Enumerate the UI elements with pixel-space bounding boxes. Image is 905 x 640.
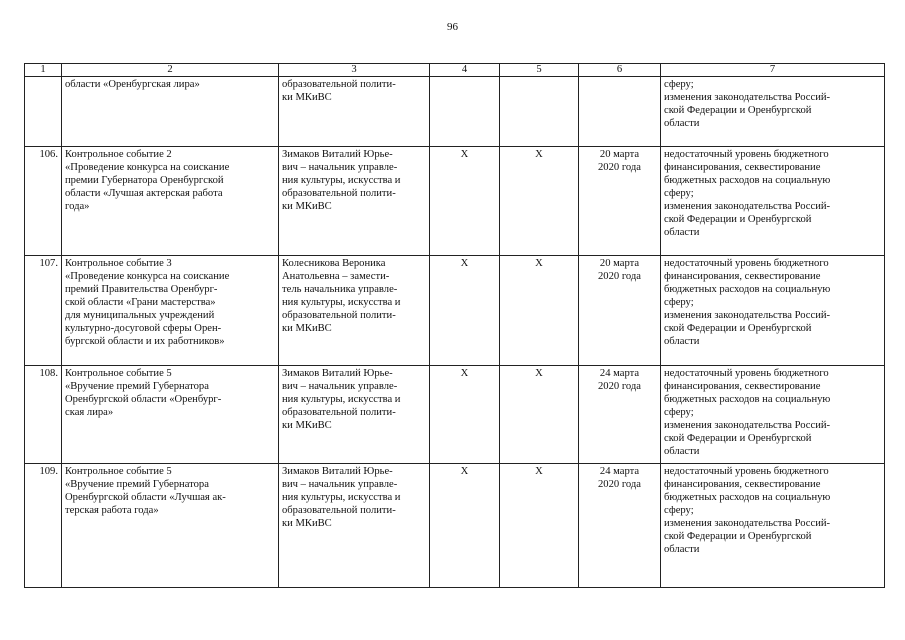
responsible-line: вич – начальник управле- [282,162,398,173]
risks-line: финансирования, секвестирование [664,162,821,173]
risks-line: бюджетных расходов на социальную [664,394,831,405]
event-cell [62,366,279,464]
event-line: премии Губернатора Оренбургской [65,175,224,186]
column-header: 4 [430,64,500,77]
responsible-line: тель начальника управле- [282,284,398,295]
risks-line: изменения законодательства Россий- [664,201,831,212]
event-line: ской области «Грани мастерства» [65,297,216,308]
date-cell [579,256,661,366]
risks-line: недостаточный уровень бюджетного [664,149,829,160]
risks-line: ской Федерации и Оренбургской [664,323,812,334]
responsible-line: ния культуры, искусства и [282,297,401,308]
date-line: 20 марта [599,149,640,160]
column-header: 2 [62,64,279,77]
event-cell [62,147,279,256]
page-number: 96 [447,21,458,33]
risks-cell [661,147,885,256]
mark-cell-5 [500,77,579,147]
event-line: терская работа года» [65,505,159,516]
event-line: Контрольное событие 5 [65,466,172,477]
risks-line: недостаточный уровень бюджетного [664,466,829,477]
responsible-line: вич – начальник управле- [282,381,398,392]
risks-line: сферу; [664,505,694,516]
column-header: 7 [661,64,885,77]
risks-line: области [664,227,700,238]
column-header: 3 [279,64,430,77]
responsible-line: вич – начальник управле- [282,479,398,490]
event-line: «Проведение конкурса на соискание [65,162,230,173]
date-line: 2020 года [597,479,641,490]
risks-line: финансирования, секвестирование [664,381,821,392]
table-body [25,77,885,588]
event-line: «Проведение конкурса на соискание [65,271,230,282]
risks-line: изменения законодательства Россий- [664,518,831,529]
table-row [25,147,885,256]
risks-line: бюджетных расходов на социальную [664,492,831,503]
mark-cell-4 [430,77,500,147]
responsible-line: ки МКиВС [282,420,332,431]
responsible-line: Зимаков Виталий Юрье- [282,466,393,477]
responsible-cell [279,256,430,366]
risks-cell [661,256,885,366]
date-cell [579,464,661,588]
event-line: «Вручение премий Губернатора [65,479,209,490]
column-header: 1 [25,64,62,77]
date-line: 2020 года [597,162,641,173]
risks-line: финансирования, секвестирование [664,271,821,282]
date-line: 24 марта [599,466,640,477]
risks-line: изменения законодательства Россий- [664,420,831,431]
mark-cell-4: Х [430,147,500,256]
responsible-line: Зимаков Виталий Юрье- [282,149,393,160]
mark-cell-5: Х [500,147,579,256]
row-number-cell: 107. [25,256,62,366]
risks-line: сферу; [664,188,694,199]
event-line: Контрольное событие 3 [65,258,172,269]
risks-line: сферу; [664,79,694,90]
event-line: области «Оренбургская лира» [65,79,200,90]
event-line: Оренбургской области «Лучшая ак- [65,492,226,503]
plan-table [24,63,885,588]
event-line: области «Лучшая актерская работа [65,188,223,199]
responsible-line: образовательной полити- [282,188,396,199]
date-cell [579,77,661,147]
responsible-line: Анатольевна – замести- [282,271,390,282]
date-line: 20 марта [599,258,640,269]
row-number-cell: 109. [25,464,62,588]
table-row [25,464,885,588]
risks-cell [661,366,885,464]
event-line: премий Правительства Оренбург- [65,284,218,295]
risks-line: ской Федерации и Оренбургской [664,105,812,116]
event-line: для муниципальных учреждений [65,310,215,321]
event-line: Контрольное событие 2 [65,149,172,160]
event-cell [62,256,279,366]
event-line: Оренбургской области «Оренбург- [65,394,222,405]
risks-cell [661,464,885,588]
risks-line: области [664,118,700,129]
responsible-line: ния культуры, искусства и [282,492,401,503]
risks-line: недостаточный уровень бюджетного [664,258,829,269]
event-cell [62,464,279,588]
mark-cell-4: Х [430,256,500,366]
event-line: бургской области и их работников» [65,336,225,347]
table-row [25,256,885,366]
risks-line: ской Федерации и Оренбургской [664,433,812,444]
responsible-line: ния культуры, искусства и [282,394,401,405]
date-cell [579,147,661,256]
column-header: 6 [579,64,661,77]
row-number-cell [25,77,62,147]
event-line: года» [65,201,90,212]
responsible-line: ки МКиВС [282,201,332,212]
event-line: культурно-досуговой сферы Орен- [65,323,222,334]
responsible-line: образовательной полити- [282,505,396,516]
event-line: ская лира» [65,407,114,418]
responsible-cell [279,464,430,588]
risks-line: сферу; [664,297,694,308]
responsible-cell [279,366,430,464]
column-header: 5 [500,64,579,77]
date-line: 2020 года [597,381,641,392]
event-line: Контрольное событие 5 [65,368,172,379]
mark-cell-5: Х [500,366,579,464]
risks-line: бюджетных расходов на социальную [664,284,831,295]
risks-line: ской Федерации и Оренбургской [664,214,812,225]
risks-line: области [664,544,700,555]
responsible-line: образовательной полити- [282,407,396,418]
risks-line: бюджетных расходов на социальную [664,175,831,186]
risks-line: сферу; [664,407,694,418]
responsible-line: Колесникова Вероника [282,258,386,269]
table-header-row [25,64,885,77]
date-line: 2020 года [597,271,641,282]
responsible-line: ки МКиВС [282,323,332,334]
responsible-line: ния культуры, искусства и [282,175,401,186]
mark-cell-5: Х [500,464,579,588]
responsible-cell [279,77,430,147]
risks-line: области [664,446,700,457]
risks-line: изменения законодательства Россий- [664,310,831,321]
table-row [25,366,885,464]
row-number-cell: 106. [25,147,62,256]
row-number-cell: 108. [25,366,62,464]
date-line: 24 марта [599,368,640,379]
risks-cell [661,77,885,147]
risks-line: изменения законодательства Россий- [664,92,831,103]
mark-cell-5: Х [500,256,579,366]
mark-cell-4: Х [430,366,500,464]
risks-line: недостаточный уровень бюджетного [664,368,829,379]
responsible-line: Зимаков Виталий Юрье- [282,368,393,379]
date-cell [579,366,661,464]
responsible-cell [279,147,430,256]
risks-line: финансирования, секвестирование [664,479,821,490]
table-row [25,77,885,147]
risks-line: области [664,336,700,347]
mark-cell-4: Х [430,464,500,588]
responsible-line: образовательной полити- [282,310,396,321]
risks-line: ской Федерации и Оренбургской [664,531,812,542]
responsible-line: ки МКиВС [282,92,332,103]
responsible-line: ки МКиВС [282,518,332,529]
event-cell [62,77,279,147]
responsible-line: образовательной полити- [282,79,396,90]
event-line: «Вручение премий Губернатора [65,381,209,392]
